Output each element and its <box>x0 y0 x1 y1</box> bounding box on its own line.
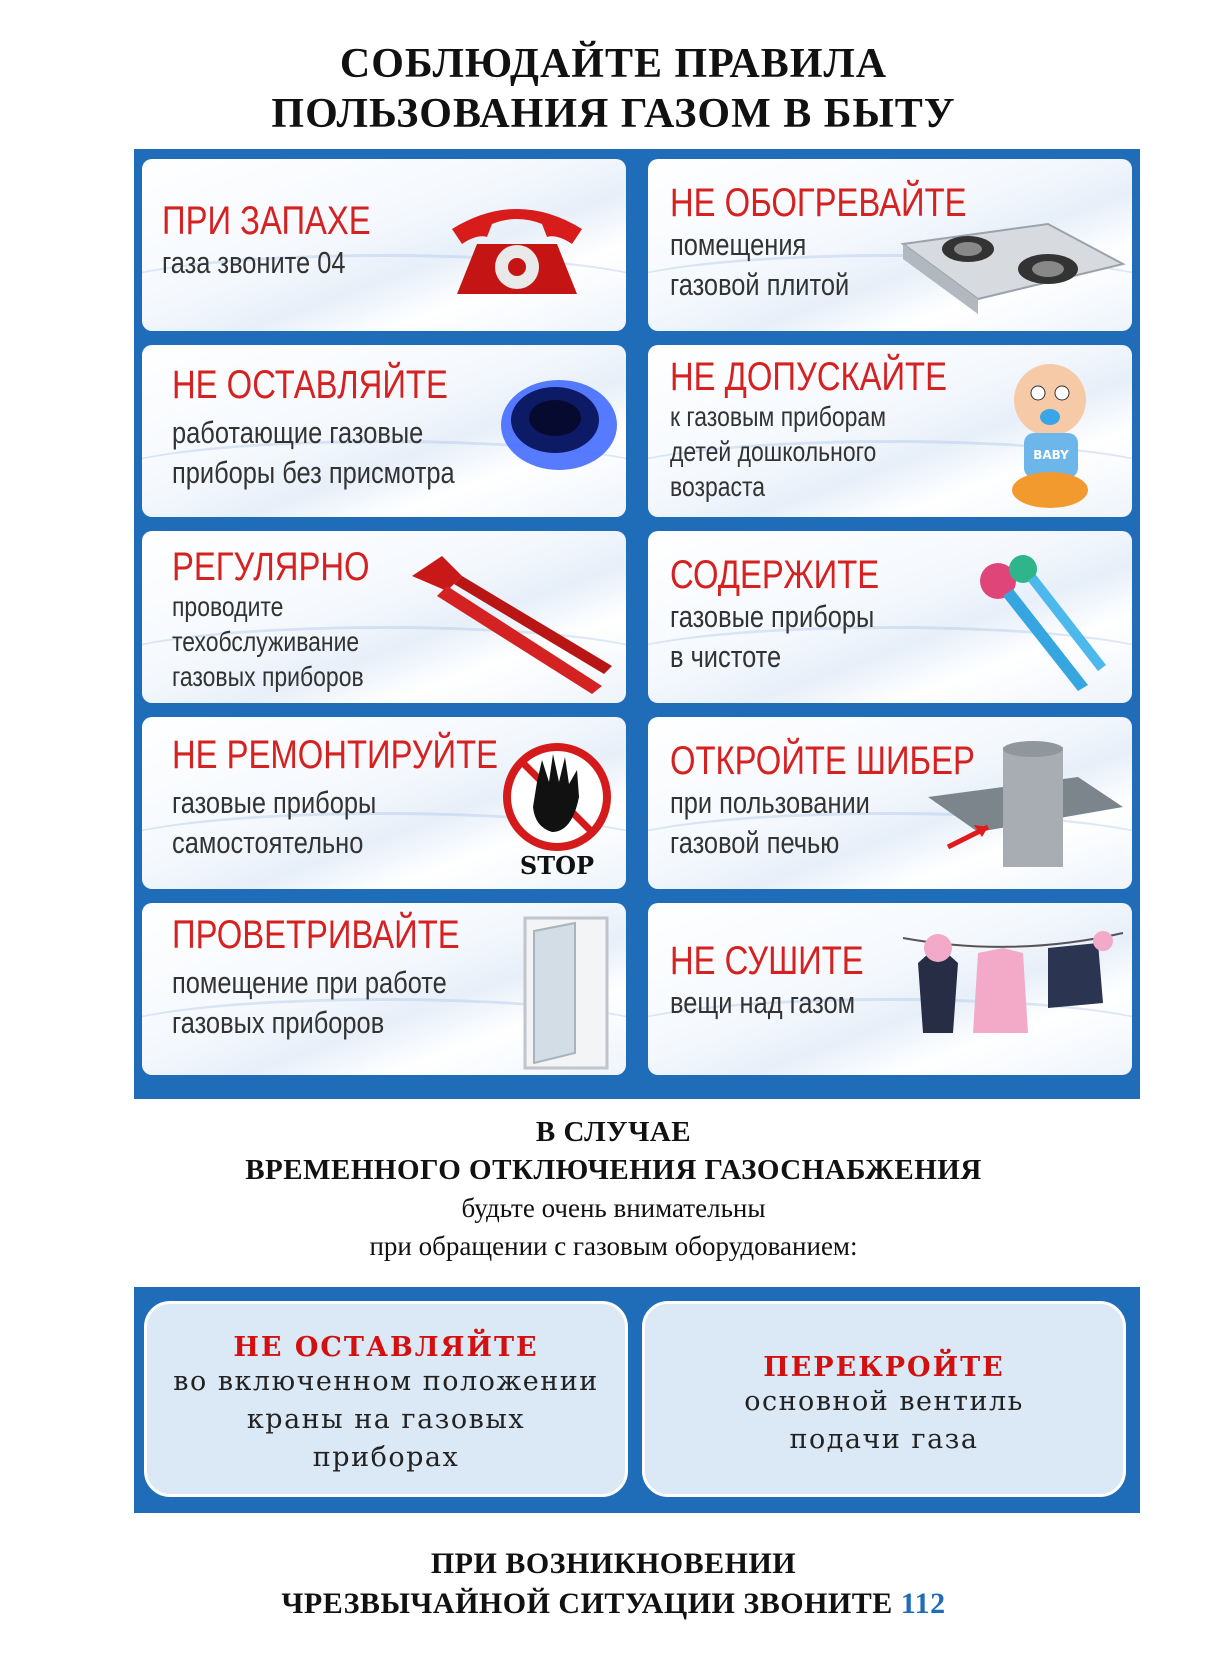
rule-body: газовой печью <box>670 825 840 860</box>
baby-shirt-text: BABY <box>1033 448 1069 462</box>
rule-body: газовых приборов <box>172 1005 385 1040</box>
rule-body: газовых приборов <box>172 661 364 692</box>
rule-head: РЕГУЛЯРНО <box>172 545 370 589</box>
rule-head: НЕ СУШИТЕ <box>670 939 864 983</box>
rule-body: газовой плитой <box>670 267 850 302</box>
rules-board <box>134 149 1140 1099</box>
footer-line-2-text: ЧРЕЗВЫЧАЙНОЙ СИТУАЦИИ ЗВОНИТЕ <box>281 1587 901 1620</box>
rule-body: газовые приборы <box>670 599 875 634</box>
rule-card-drying <box>648 903 1132 1075</box>
rule-body: при пользовании <box>670 785 870 820</box>
page-title-line-1: СОБЛЮДАЙТЕ ПРАВИЛА <box>339 41 888 87</box>
notice-line-1: В СЛУЧАЕ <box>535 1116 692 1148</box>
action-card-taps <box>144 1301 628 1497</box>
action-body: краны на газовых <box>246 1404 526 1435</box>
rule-body: самостоятельно <box>172 825 364 860</box>
action-head: НЕ ОСТАВЛЯЙТЕ <box>233 1332 539 1363</box>
rule-card-children <box>648 345 1132 517</box>
footer-line-1: ПРИ ВОЗНИКНОВЕНИИ <box>430 1547 797 1580</box>
rule-body: газа звоните 04 <box>162 245 346 280</box>
rule-card-repair <box>142 717 626 889</box>
page-title-line-2: ПОЛЬЗОВАНИЯ ГАЗОМ В БЫТУ <box>271 91 956 137</box>
rule-card-damper <box>648 717 1132 889</box>
rule-body: приборы без присмотра <box>172 455 455 490</box>
rule-body: помещение при работе <box>172 965 447 1000</box>
notice-line-4: при обращении с газовым оборудованием: <box>369 1231 858 1261</box>
notice-line-3: будьте очень внимательны <box>461 1193 766 1223</box>
rule-head: ОТКРОЙТЕ ШИБЕР <box>670 739 975 783</box>
rule-card-phone <box>142 159 626 331</box>
rule-head: НЕ ОСТАВЛЯЙТЕ <box>172 363 448 407</box>
action-body: подачи газа <box>789 1424 979 1455</box>
rule-card-maintenance <box>142 531 626 703</box>
clothesline-icon <box>898 923 1128 1053</box>
rule-body: в чистоте <box>670 639 782 674</box>
actions-board <box>134 1287 1140 1513</box>
rule-card-unattended <box>142 345 626 517</box>
rule-body: вещи над газом <box>670 985 856 1020</box>
rule-head: НЕ РЕМОНТИРУЙТЕ <box>172 733 499 777</box>
rule-head: НЕ ДОПУСКАЙТЕ <box>670 355 947 399</box>
rule-body: возраста <box>670 471 766 502</box>
rule-body: помещения <box>670 227 807 262</box>
action-card-valve <box>642 1301 1126 1497</box>
rule-body: работающие газовые <box>172 415 424 450</box>
rule-body: газовые приборы <box>172 785 377 820</box>
action-body: приборах <box>312 1442 460 1473</box>
action-body: основной вентиль <box>744 1386 1024 1417</box>
footer-line-2 <box>0 1585 1227 1623</box>
telephone-icon <box>442 189 592 299</box>
rule-body: детей дошкольного <box>670 436 877 467</box>
cleaning-brush-icon <box>948 541 1128 701</box>
rule-head: ПРОВЕТРИВАЙТЕ <box>172 913 460 957</box>
rule-body: проводите <box>172 591 284 622</box>
rule-head: ПРИ ЗАПАХЕ <box>162 199 371 243</box>
rule-body: к газовым приборам <box>670 401 886 432</box>
rule-card-ventilate <box>142 903 626 1075</box>
rule-head: НЕ ОБОГРЕВАЙТЕ <box>670 181 967 225</box>
action-head: ПЕРЕКРОЙТЕ <box>763 1352 1005 1383</box>
emergency-number: 112 <box>900 1587 946 1620</box>
rule-head: СОДЕРЖИТЕ <box>670 553 880 597</box>
stop-text: STOP <box>519 851 595 880</box>
pipe-wrench-icon <box>402 546 622 696</box>
action-body: во включенном положении <box>173 1366 599 1397</box>
rule-card-clean <box>648 531 1132 703</box>
notice-line-2: ВРЕМЕННОГО ОТКЛЮЧЕНИЯ ГАЗОСНАБЖЕНИЯ <box>245 1154 982 1186</box>
window-icon <box>520 913 615 1073</box>
rule-body: техобслуживание <box>172 626 360 657</box>
rule-card-stove <box>648 159 1132 331</box>
